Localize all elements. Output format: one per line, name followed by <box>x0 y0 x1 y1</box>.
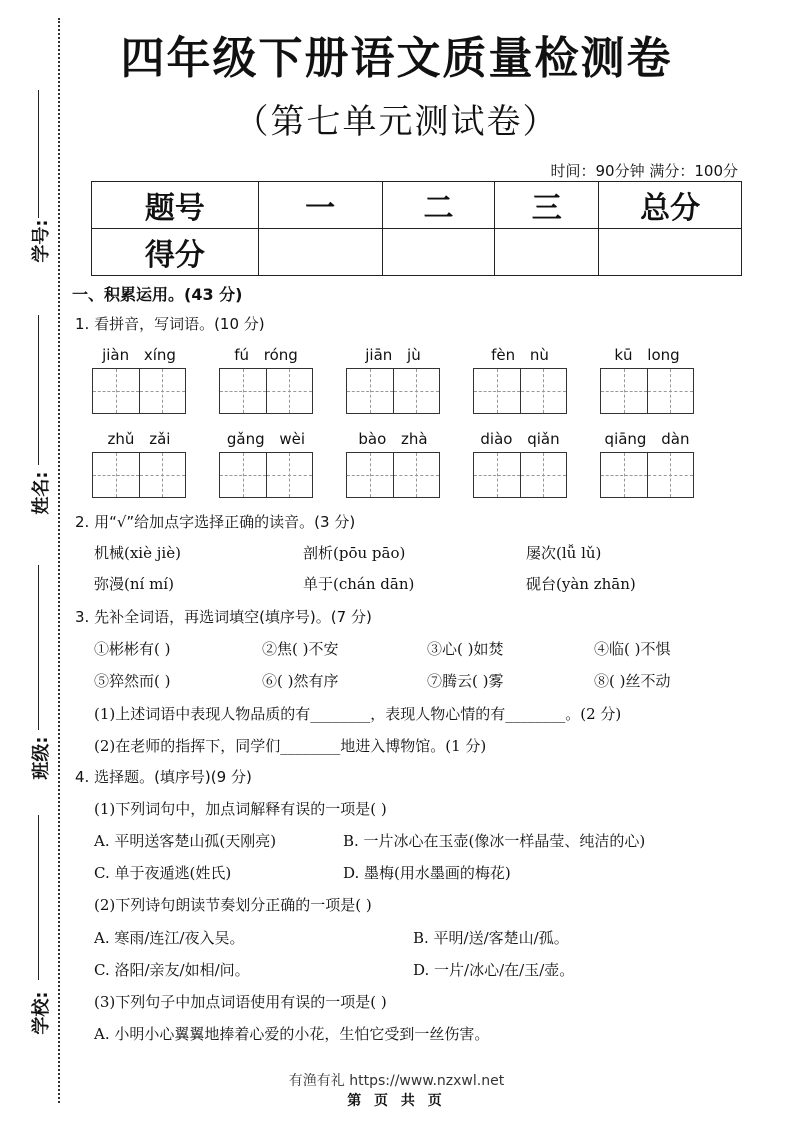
pinyin-text: fú róng <box>234 346 298 364</box>
q4-title: 4. 选择题。(填序号)(9 分) <box>75 768 252 786</box>
writing-grid[interactable] <box>219 452 313 498</box>
q3-word[interactable]: ①彬彬有( ) <box>94 640 171 658</box>
q4-sub1-option-a[interactable]: A. 平明送客楚山孤(天刚亮) <box>94 832 277 850</box>
q4-sub1-option-c[interactable]: C. 单于夜遁逃(姓氏) <box>94 864 232 882</box>
pinyin-item <box>219 430 313 498</box>
pinyin-item <box>473 346 567 414</box>
writing-grid[interactable] <box>219 368 313 414</box>
school-label: 学校: <box>31 991 52 1035</box>
q4-sub3-prompt[interactable]: (3)下列句子中加点词语使用有误的一项是( ) <box>94 993 387 1011</box>
q3-sub2[interactable]: (2)在老师的指挥下，同学们________地进入博物馆。(1 分) <box>94 737 487 755</box>
score-header-cell: 总分 <box>599 182 742 229</box>
q2-item[interactable]: 砚台(yàn zhān) <box>526 575 636 593</box>
q3-word[interactable]: ⑦腾云( )雾 <box>427 672 504 690</box>
pinyin-item <box>92 430 186 498</box>
class-field <box>0 565 52 785</box>
writing-grid[interactable] <box>600 368 694 414</box>
name-field <box>0 315 52 515</box>
q4-sub2-option-c[interactable]: C. 洛阳/亲友/如相/问。 <box>94 961 250 979</box>
score-cell[interactable] <box>495 229 599 276</box>
page-number: 第 页 共 页 <box>347 1093 446 1109</box>
writing-grid[interactable] <box>346 368 440 414</box>
pinyin-item <box>600 430 694 498</box>
q3-word[interactable]: ⑥( )然有序 <box>262 672 339 690</box>
q3-word[interactable]: ④临( )不惧 <box>594 640 671 658</box>
pinyin-item <box>219 346 313 414</box>
score-table-header-row <box>92 182 742 229</box>
writing-grid[interactable] <box>600 452 694 498</box>
q2-item[interactable]: 屡次(lǚ lǔ) <box>526 544 602 562</box>
q4-sub1-option-b[interactable]: B. 一片冰心在玉壶(像冰一样晶莹、纯洁的心) <box>343 832 646 850</box>
time-info: 时间：90分钟 满分：100分 <box>550 162 738 180</box>
q4-sub3-option-a[interactable]: A. 小明小心翼翼地捧着心爱的小花，生怕它受到一丝伤害。 <box>94 1025 490 1043</box>
q1-title: 1. 看拼音，写词语。(10 分) <box>75 315 265 333</box>
pinyin-item <box>473 430 567 498</box>
score-header-cell: 一 <box>258 182 382 229</box>
writing-grid[interactable] <box>92 452 186 498</box>
exam-subtitle: （第七单元测试卷） <box>234 102 559 142</box>
pinyin-item <box>92 346 186 414</box>
student-no-label: 学号: <box>31 219 52 263</box>
pinyin-text: diào qiǎn <box>480 430 560 448</box>
pinyin-text: kū long <box>614 346 680 364</box>
pinyin-item <box>346 430 440 498</box>
score-cell[interactable] <box>599 229 742 276</box>
writing-grid[interactable] <box>473 368 567 414</box>
score-table-score-row <box>92 229 742 276</box>
q3-sub1[interactable]: (1)上述词语中表现人物品质的有________，表现人物心情的有________。(2 分) <box>94 705 622 723</box>
section-1-heading: 一、积累运用。(43 分) <box>72 285 243 304</box>
watermark-text: 有渔有礼 https://www.nzxwl.net <box>288 1073 505 1089</box>
score-table <box>91 181 742 276</box>
pinyin-text: zhǔ zǎi <box>107 430 171 448</box>
q4-sub2-prompt[interactable]: (2)下列诗句朗读节奏划分正确的一项是( ) <box>94 896 372 914</box>
q3-word[interactable]: ⑧( )丝不动 <box>594 672 671 690</box>
pinyin-item <box>600 346 694 414</box>
q2-item[interactable]: 单于(chán dān) <box>303 575 415 593</box>
binding-dotted-line <box>58 18 60 1103</box>
q3-title: 3. 先补全词语，再选词填空(填序号)。(7 分) <box>75 608 372 626</box>
name-label: 姓名: <box>31 471 52 515</box>
score-cell[interactable] <box>382 229 495 276</box>
pinyin-item <box>346 346 440 414</box>
q2-item[interactable]: 剖析(pōu pāo) <box>303 544 406 562</box>
score-cell[interactable] <box>258 229 382 276</box>
q2-item[interactable]: 机械(xiè jiè) <box>94 544 181 562</box>
q3-word[interactable]: ③心( )如焚 <box>427 640 504 658</box>
class-rule[interactable] <box>38 565 39 730</box>
score-header-cell: 题号 <box>92 182 259 229</box>
q3-word[interactable]: ②焦( )不安 <box>262 640 339 658</box>
pinyin-text: jiān jù <box>365 346 421 364</box>
writing-grid[interactable] <box>346 452 440 498</box>
pinyin-text: fèn nù <box>491 346 549 364</box>
exam-title: 四年级下册语文质量检测卷 <box>120 33 673 84</box>
q4-sub1-option-d[interactable]: D. 墨梅(用水墨画的梅花) <box>343 864 511 882</box>
school-rule[interactable] <box>38 815 39 980</box>
q4-sub2-option-d[interactable]: D. 一片/冰心/在/玉/壶。 <box>413 961 575 979</box>
score-header-cell: 二 <box>382 182 495 229</box>
q4-sub2-option-b[interactable]: B. 平明/送/客楚山/孤。 <box>413 929 569 947</box>
score-header-cell: 三 <box>495 182 599 229</box>
q3-word[interactable]: ⑤猝然而( ) <box>94 672 171 690</box>
class-label: 班级: <box>31 736 52 780</box>
q2-title: 2. 用“√”给加点字选择正确的读音。(3 分) <box>75 513 356 531</box>
writing-grid[interactable] <box>92 368 186 414</box>
pinyin-text: qiāng dàn <box>604 430 690 448</box>
pinyin-text: jiàn xíng <box>102 346 176 364</box>
school-field <box>0 815 52 1035</box>
pinyin-text: gǎng wèi <box>226 430 306 448</box>
name-rule[interactable] <box>38 315 39 465</box>
q4-sub2-option-a[interactable]: A. 寒雨/连江/夜入吴。 <box>94 929 245 947</box>
writing-grid[interactable] <box>473 452 567 498</box>
pinyin-text: bào zhà <box>358 430 428 448</box>
q4-sub1-prompt[interactable]: (1)下列词句中，加点词解释有误的一项是( ) <box>94 800 387 818</box>
q2-item[interactable]: 弥漫(ní mí) <box>94 575 174 593</box>
score-row-label: 得分 <box>92 229 259 276</box>
